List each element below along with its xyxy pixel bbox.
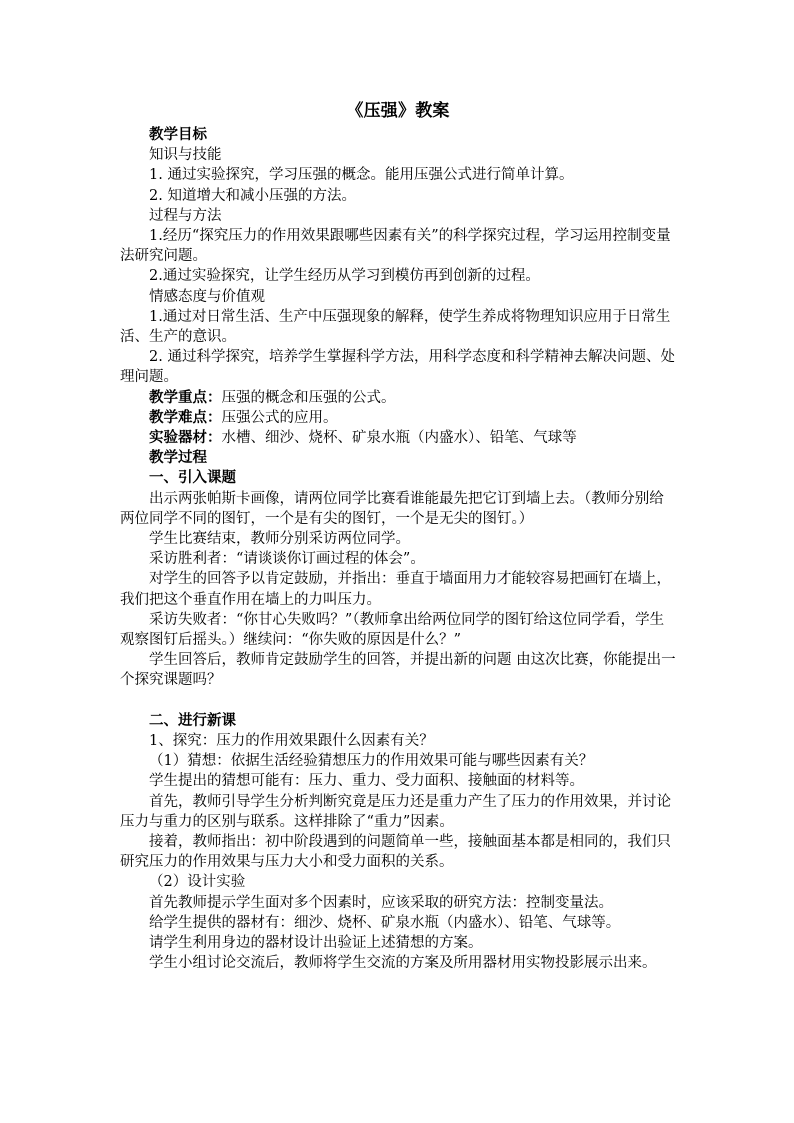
document-content [120,100,676,973]
label: 实验器材： [149,429,222,447]
teaching-difficulties [120,408,676,428]
paragraph: 2.通过实验探究，让学生经历从学习到模仿再到创新的过程。 [149,268,540,285]
paragraph: （2）设计实验 [149,874,246,891]
label: 教学重点： [149,388,222,406]
paragraph: 1. 通过实验探究，学习压强的概念。能用压强公式进行简单计算。 [149,167,574,184]
paragraph: 首先教师提示学生面对多个因素时，应该采取的研究方法：控制变量法。 [149,894,613,911]
paragraph: 学生小组讨论交流后，教师将学生交流的方案及所用器材用实物投影展示出来。 [149,955,657,972]
paragraph: 2. 知道增大和减小压强的方法。 [149,187,356,204]
text: 压强公式的应用。 [221,409,338,426]
section-heading-introduction: 一、引入课题 [149,469,236,487]
subheading-process-methods: 过程与方法 [149,207,222,224]
paragraph: 采访胜利者：“请谈谈你订画过程的体会”。 [149,551,425,568]
text: 压强的概念和压强的公式。 [221,389,396,406]
subheading-knowledge-skills: 知识与技能 [149,147,222,164]
section-heading-teaching-process: 教学过程 [149,449,207,467]
subheading-attitudes-values: 情感态度与价值观 [149,288,265,305]
paragraph: 学生回答后，教师肯定鼓励学生的回答，并提出新的问题 由这次比赛，你能提出一个探究课题吗？ [120,652,676,689]
paragraph: 首先，教师引导学生分析判断究竟是压力还是重力产生了压力的作用效果，并讨论压力与重力的区别与联系。这样排除了“重力”因素。 [120,793,671,830]
paragraph: 2. 通过科学探究，培养学生掌握科学方法，用科学态度和科学精神去解决问题、处理问题。 [120,349,675,386]
paragraph: 给学生提供的器材有：细沙、烧杯、矿泉水瓶（内盛水）、铅笔、气球等。 [149,914,621,931]
section-heading-teaching-goals: 教学目标 [149,126,207,143]
page-title: 《压强》教案 [346,101,450,121]
paragraph: 接着，教师指出：初中阶段遇到的问题简单一些，接触面基本都是相同的，我们只研究压力的作用效果与压力大小和受力面积的关系。 [120,833,671,871]
label: 教学难点： [149,408,222,426]
text: 水槽、细沙、烧杯、矿泉水瓶（内盛水）、铅笔、气球等 [221,430,577,447]
paragraph: 出示两张帕斯卡画像，请两位同学比赛看谁能最先把它订到墙上去。（教师分别给两位同学不同的图钉，一个是有尖的图钉，一个是无尖的图钉。） [120,490,664,527]
paragraph: 1、探究：压力的作用效果跟什么因素有关？ [149,732,434,749]
paragraph: （1）猜想：依据生活经验猜想压力的作用效果可能与哪些因素有关？ [149,753,594,770]
paragraph: 请学生利用身边的器材设计出验证上述猜想的方案。 [149,934,483,951]
paragraph: 采访失败者：“你甘心失败吗？”（教师拿出给两位同学的图钉给这位同学看，学生观察图钉后摇头。）继续问：“你失败的原因是什么？” [120,611,665,649]
paragraph: 对学生的回答予以肯定鼓励，并指出：垂直于墙面用力才能较容易把画钉在墙上，我们把这个垂直作用在墙上的力叫压力。 [120,571,671,608]
paragraph: 学生比赛结束，教师分别采访两位同学。 [149,531,410,548]
experiment-equipment [120,428,676,448]
blank-line [120,691,676,711]
paragraph: 1.通过对日常生活、生产中压强现象的解释，使学生养成将物理知识应用于日常生活、生产的意识。 [120,308,671,346]
paragraph: 学生提出的猜想可能有：压力、重力、受力面积、接触面的材料等。 [149,773,584,790]
teaching-key-points [120,388,676,408]
paragraph: 1.经历“探究压力的作用效果跟哪些因素有关”的科学探究过程，学习运用控制变量法研究问题。 [120,228,671,265]
section-heading-new-lesson: 二、进行新课 [149,711,236,729]
